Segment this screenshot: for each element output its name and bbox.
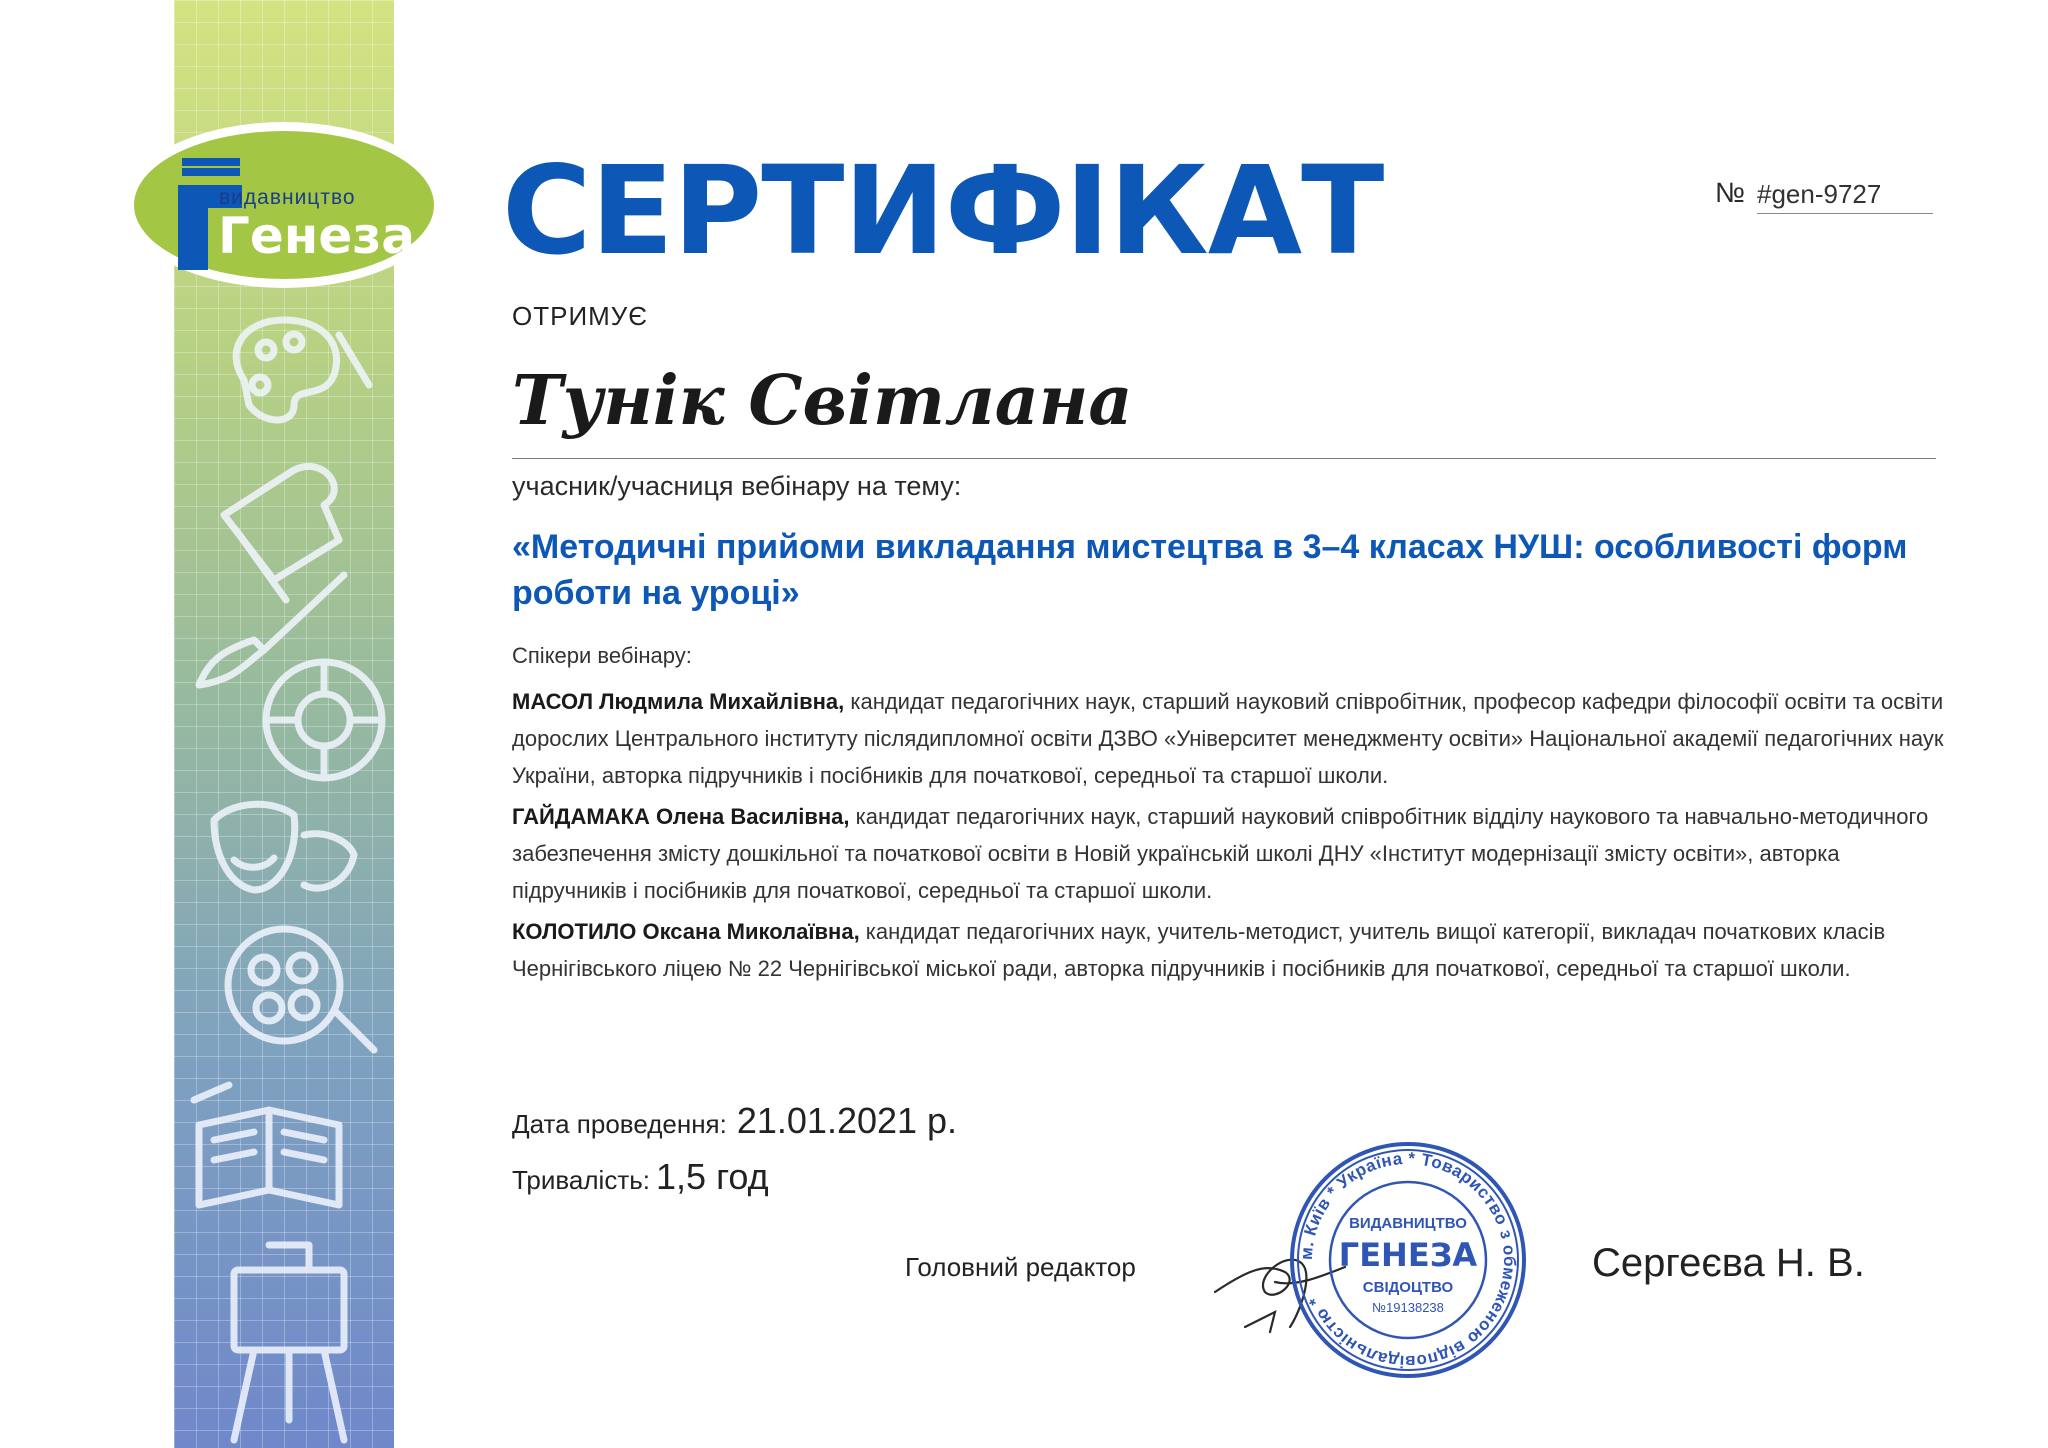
- speaker-description: кандидат педагогічних наук, старший науковий співробітник, професор кафедри філософії освіти та освіти дорослих Центрального інституту післядипломної освіти ДЗВО «Університет менеджменту освіти» Національної академії педагогічних наук України, авторка підручників і посібників для початкової, середньої та старшої школи.: [512, 689, 1944, 788]
- recipient-name: Тунік Світлана: [512, 361, 1133, 441]
- number-symbol: №: [1715, 177, 1746, 208]
- speaker-name: КОЛОТИЛО Оксана Миколаївна,: [512, 919, 860, 944]
- stamp-main-text: ГЕНЕЗА: [1338, 1236, 1478, 1274]
- event-date: [512, 1100, 957, 1142]
- participant-label: учасник/учасниця вебінару на тему:: [512, 471, 962, 501]
- receives-label: ОТРИМУЄ: [512, 301, 648, 331]
- theatre-mask-icon: [214, 804, 354, 890]
- speakers-section: [512, 641, 1952, 991]
- easel-icon: [234, 1245, 344, 1440]
- speaker-name: МАСОЛ Людмила Михайлівна,: [512, 689, 845, 714]
- piano-icon: [224, 466, 339, 600]
- speakers-heading: Спікери вебінару:: [512, 643, 692, 668]
- speaker-description: кандидат педагогічних наук, учитель-методист, учитель вищої категорії, викладач початкових класів Чернігівського ліцею № 22 Чернігівської міської ради, авторка підручників і посібників для початкової, середньої та старшої школи.: [512, 919, 1886, 981]
- name-underline: [512, 458, 1936, 459]
- speaker-name: ГАЙДАМАКА Олена Василівна,: [512, 804, 850, 829]
- certificate-title: СЕРТИФІКАТ: [502, 140, 1384, 282]
- film-reel-icon: [228, 929, 374, 1050]
- palette-icon: [236, 320, 369, 420]
- number-underline: [1757, 213, 1933, 214]
- stamp-number: №19138238: [1372, 1300, 1444, 1315]
- event-duration: [512, 1156, 769, 1198]
- webinar-topic: «Методичні прийоми викладання мистецтва в 3–4 класах НУШ: особливості форм роботи на уроці»: [512, 528, 1908, 612]
- date-label: Дата проведення:: [512, 1109, 727, 1139]
- speaker-entry: [512, 798, 1952, 909]
- date-value: 21.01.2021 р.: [736, 1100, 958, 1141]
- book-icon: [194, 1085, 339, 1205]
- certificate-number-value: #gen-9727: [1757, 179, 1882, 209]
- film-reel-icon: [266, 662, 382, 778]
- logo-small-text: видавництво: [219, 186, 356, 209]
- speaker-entry: [512, 913, 1952, 987]
- logo-big-text: Генеза: [218, 207, 416, 265]
- stamp-top-text: ВИДАВНИЦТВО: [1349, 1215, 1467, 1232]
- editor-name: Сергеєва Н. В.: [1592, 1241, 1865, 1285]
- stamp-sub-text: СВІДОЦТВО: [1362, 1279, 1454, 1296]
- stamp-ring-text: м. Київ * Україна * Товариство з обмеженою відповідальністю *: [1296, 1148, 1520, 1372]
- editor-label: Головний редактор: [905, 1252, 1136, 1282]
- publisher-stamp: [1288, 1140, 1528, 1380]
- speaker-entry: [512, 683, 1952, 794]
- speaker-description: кандидат педагогічних наук, старший науковий співробітник відділу наукового та навчально-методичного забезпечення змісту дошкільної та початкової освіти в Новій українській школі ДНУ «Інститут модернізації змісту освіти», авторка підручників і посібників для початкової, середньої та старшої школи.: [512, 804, 1929, 903]
- publisher-logo: [122, 120, 447, 290]
- duration-value: 1,5 год: [656, 1156, 769, 1197]
- duration-label: Тривалість:: [512, 1165, 651, 1195]
